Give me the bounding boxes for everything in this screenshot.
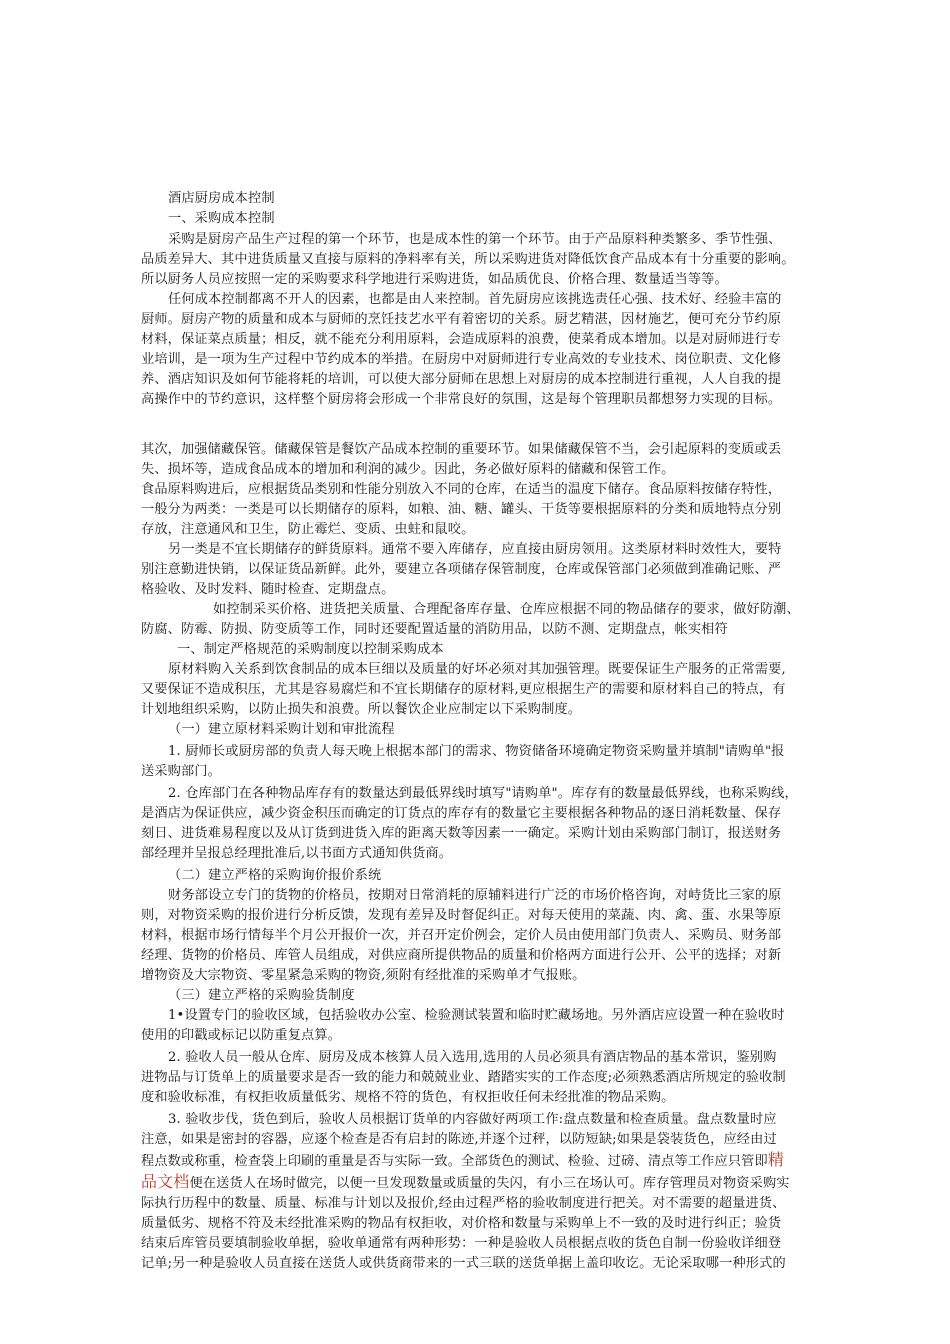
paragraph-line: 品质差异大、其中进货质量又直接与原料的净料率有关，所以采购进货对降低饮食产品成本有十分重要的影响。 (141, 252, 795, 267)
paragraph-line: 业培训，是一项为生产过程中节约成本的举措。在厨房中对厨师进行专业高效的专业技术、岗位职责、文化修 (141, 352, 782, 367)
paragraph-line: 防腐、防霉、防损、防变质等工作，同时还要配置适量的消防用品，以防不测、定期盘点，帐实相符 (141, 622, 728, 637)
paragraph-line: 增物资及大宗物资、零星紧急采购的物资,须附有经批准的采购单才气报账。 (141, 968, 586, 983)
subsection-heading: （二）建立严格的采购询价报价系统 (168, 868, 382, 883)
paragraph-line: 厨师。厨房产物的质量和成本与厨师的烹饪技艺水平有着密切的关系。厨艺精湛，因材施艺，便可充分节约原 (141, 312, 782, 327)
subsection-heading: （一）建立原材料采购计划和审批流程 (168, 722, 395, 737)
paragraph-line: 2. 验收人员一般从仓库、厨房及成本核算人员入选用,选用的人员必须具有酒店物品的基本常识，鉴别购 (168, 1050, 777, 1065)
paragraph-line: 1. 厨师长或厨房部的负责人每天晚上根据本部门的需求、物资储备环境确定物资采购量并填制"请购单"报 (168, 744, 785, 759)
paragraph-line: 则，对物资采购的报价进行分析反馈，发现有差异及时督促纠正。对每天使用的菜蔬、肉、禽、蛋、水果等原 (141, 908, 782, 923)
paragraph-line: 度和验收标准，有权拒收质量低劣、规格不符的货色，有权拒收任何未经批准的物品采购。 (141, 1090, 675, 1105)
paragraph-line: 食品原料购进后，应根据货品类别和性能分别放入不同的仓库，在适当的温度下储存。食品原料按储存特性， (141, 482, 782, 497)
paragraph-line: 又要保证不造成积压，尤其是容易腐烂和不宜长期储存的原材料,更应根据生产的需要和原材料自己的特点，有 (141, 682, 786, 697)
paragraph-line: 刻日、进货难易程度以及从订货到进货入库的距离天数等因素一一确定。采购计划由采购部门制订，报送财务 (141, 826, 782, 841)
paragraph-line: 存放，注意通风和卫生，防止霉烂、变质、虫蛀和鼠咬。 (141, 522, 475, 537)
paragraph-line: 送采购部门。 (141, 764, 222, 779)
subsection-heading: （三）建立严格的采购验货制度 (168, 988, 355, 1003)
paragraph-line: 格验收、及时发料、随时检查、定期盘点。 (141, 582, 395, 597)
paragraph-line: 材料，保证菜点质量；相反，就不能充分利用原料，会造成原料的浪费，使菜肴成本增加。以是对厨师进行专 (141, 332, 782, 347)
paragraph-line: 原材料购入关系到饮食制品的成本巨细以及质量的好坏必须对其加强管理。既要保证生产服务的正常需要, (168, 662, 786, 677)
paragraph-line (141, 1172, 790, 1194)
paragraph-line: 另一类是不宜长期储存的鲜货原料。通常不要入库储存，应直接由厨房领用。这类原材料时效性大，要特 (168, 542, 782, 557)
paragraph-line: 使用的印戳或标记以防重复点算。 (141, 1028, 342, 1043)
paragraph-line: 高操作中的节约意识，这样整个厨房将会形成一个非常良好的氛围，这是每个管理职员都想努力实现的目标。 (141, 392, 782, 407)
paragraph-line: 结束后库管员要填制验收单据，验收单通常有两种形势：一种是验收人员根据点收的货色自制一份验收详细登 (141, 1236, 782, 1251)
paragraph-line: 失、损坏等，造成食品成本的增加和利润的减少。因此，务必做好原料的储藏和保管工作。 (141, 462, 675, 477)
paragraph-line: 1•设置专门的验收区域，包括验收办公室、检验测试装置和临时贮藏场地。另外酒店应设置一种在验收时 (168, 1008, 785, 1023)
paragraph-line: 财务部设立专门的货物的价格员，按期对日常消耗的原辅料进行广泛的市场价格咨询，对峙货比三家的原 (168, 888, 782, 903)
paragraph-line: 计划地组织采购，以防止损失和浪费。所以餐饮企业应制定以下采购制度。 (141, 702, 582, 717)
paragraph-line (141, 1150, 784, 1172)
document-title: 酒店厨房成本控制 (168, 191, 275, 206)
paragraph-line: 2. 仓库部门在各种物品库存有的数量达到最低界线时填写"请购单"。库存有的数量最低界线，也称采购线， (168, 786, 798, 801)
paragraph-line: 其次，加强储藏保管。储藏保管是餐饮产品成本控制的重要环节。如果储藏保管不当，会引起原料的变质或丢 (141, 442, 782, 457)
highlight-text: 精 (767, 1150, 785, 1169)
paragraph-line: 采购是厨房产品生产过程的第一个环节，也是成本性的第一个环节。由于产品原料种类繁多、季节性强、 (168, 232, 782, 247)
paragraph-line: 经理、货物的价格员、库管人员组成，对供应商所提供物品的质量和价格两方面进行公开、公平的选择；对新 (141, 948, 782, 963)
paragraph-line: 别注意勤进快销，以保证货品新鲜。此外，要建立各项储存保管制度，仓库或保管部门必须做到准确记账、严 (141, 562, 782, 577)
paragraph-line: 际执行历程中的数量、质量、标准与计划以及报价,经由过程严格的验收制度进行把关。对不需要的超量进货、 (141, 1196, 786, 1211)
highlight-text: 品文档 (141, 1172, 190, 1191)
paragraph-line: 材料，根据市场行情每半个月公开报价一次，并召开定价例会，定价人员由使用部门负责人、采购员、财务部 (141, 928, 782, 943)
paragraph-line: 3. 验收步伐，货色到后，验收人员根据订货单的内容做好两项工作:盘点数量和检查质量。盘点数量时应 (168, 1112, 777, 1127)
paragraph-line: 质量低劣、规格不符及未经批准采购的物品有权拒收，对价格和数量与采购单上不一致的及时进行纠正；验货 (141, 1216, 782, 1231)
paragraph-line: 任何成本控制都离不开人的因素，也都是由人来控制。首先厨房应该挑选责任心强、技术好、经验丰富的 (168, 292, 782, 307)
paragraph-line: 记单;另一种是验收人员直接在送货人或供货商带来的一式三联的送货单据上盖印收讫。无论采取哪一种形式的 (141, 1256, 786, 1271)
section-heading: 一、制定严格规范的采购制度以控制采购成本 (177, 642, 444, 657)
paragraph-line: 所以厨务人员应按照一定的采购要求科学地进行采购进货，如品质优良、价格合理、数量适当等等。 (141, 272, 728, 287)
paragraph-line: 如控制采买价格、进货把关质量、合理配备库存量、仓库应根据不同的物品储存的要求，做好防潮、 (213, 602, 800, 617)
section-heading: 一、采购成本控制 (168, 211, 275, 226)
paragraph-line: 注意，如果是密封的容器，应逐个检查是否有启封的陈迹,并逐个过秤，以防短缺;如果是袋装货色，应经由过 (141, 1132, 777, 1147)
paragraph-line: 一般分为两类：一类是可以长期储存的原料，如粮、油、糖、罐头、干货等要根据原料的分类和质地特点分别 (141, 502, 782, 517)
paragraph-line: 进物品与订货单上的质量要求是否一致的能力和兢兢业业、踏踏实实的工作态度;必须熟悉酒店所规定的验收制 (141, 1070, 786, 1085)
paragraph-text: 程点数或称重，检查袋上印刷的重量是否与实际一致。全部货色的测试、检验、过磅、清点等工作应只管即 (141, 1154, 768, 1169)
paragraph-text: 便在送货人在场时做完，以便一旦发现数量或质量的失闪，有小三在场认可。库存管理员对物资采购实 (189, 1176, 790, 1191)
paragraph-line: 是酒店为保证供应，减少资金积压而确定的订货点的库存有的数量它主要根据各种物品的逐日消耗数量、保存 (141, 806, 782, 821)
paragraph-line: 部经理并呈报总经理批准后,以书面方式通知供货商。 (141, 846, 453, 861)
paragraph-line: 养、酒店知识及如何节能将耗的培训，可以使大部分厨师在思想上对厨房的成本控制进行重视，人人自我的提 (141, 372, 782, 387)
